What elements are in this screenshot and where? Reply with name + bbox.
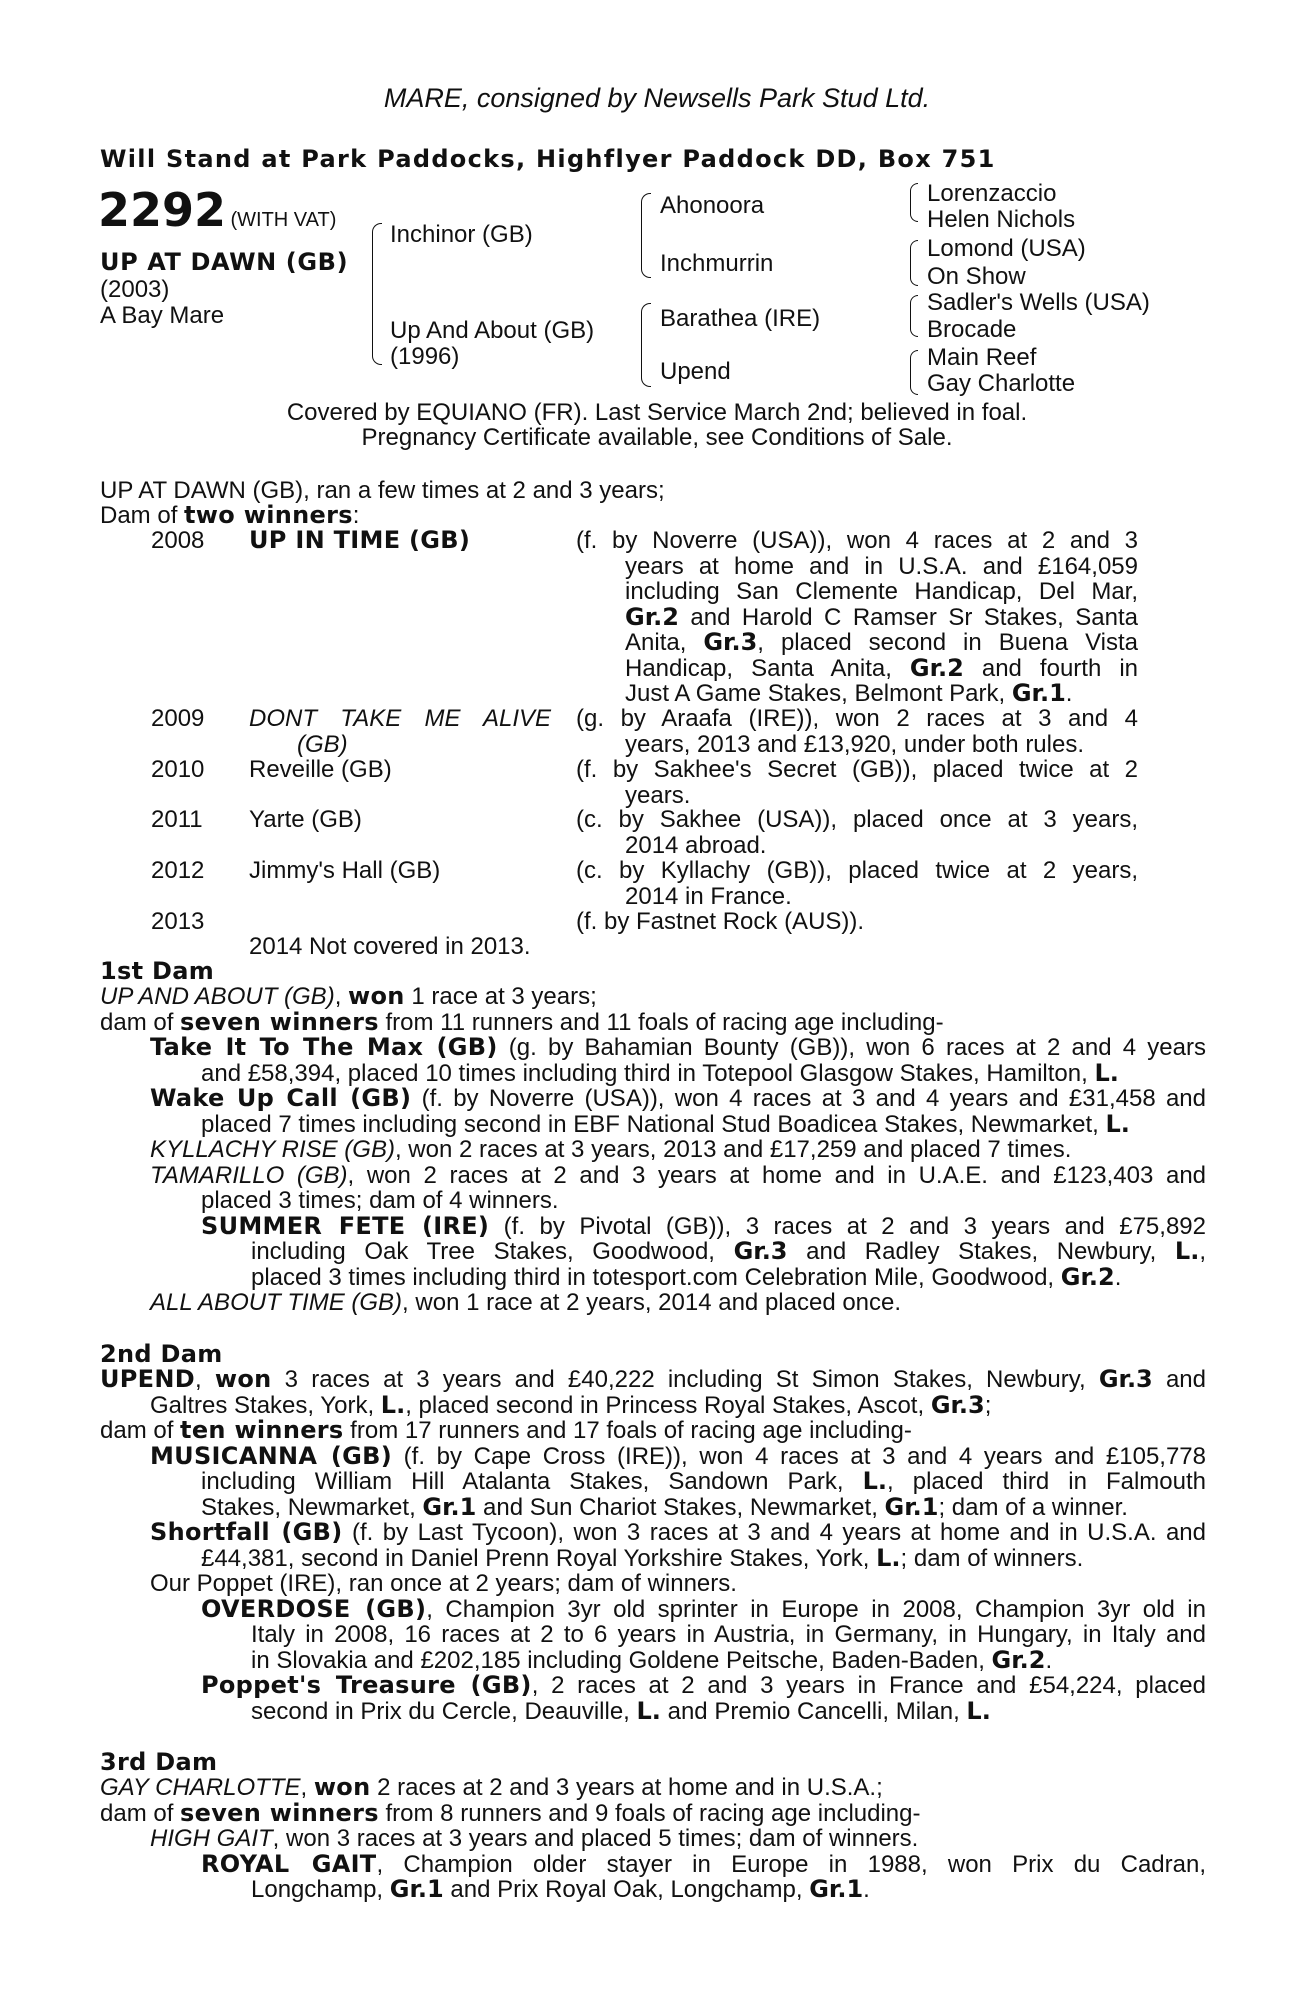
entry-line bbox=[100, 1469, 1206, 1495]
produce-line: 2014 in France. bbox=[625, 882, 792, 910]
text: 2 races at 2 and 3 years at home and in U.S.A.; bbox=[370, 1774, 883, 1801]
entry-line: Italy in 2008, 16 races at 2 to 6 years in Austria, in Germany, in Hungary, in Italy and bbox=[251, 1621, 1206, 1648]
text: , won 1 race at 2 years, 2014 and placed once. bbox=[402, 1289, 902, 1316]
entry-line bbox=[100, 1594, 1206, 1623]
covered-line-1: Covered by EQUIANO (FR). Last Service March 2nd; believed in foal. bbox=[286, 399, 1028, 426]
text: dam of bbox=[100, 1008, 181, 1036]
pedigree-g8: Gay Charlotte bbox=[927, 370, 1076, 397]
lot-number bbox=[98, 183, 336, 237]
first-dam-heading: 1st Dam bbox=[100, 957, 215, 985]
produce-year: 2011 bbox=[151, 806, 203, 833]
pedigree-sire-dam: Inchmurrin bbox=[660, 250, 774, 277]
pedigree-dam-sire: Barathea (IRE) bbox=[660, 305, 821, 332]
produce-details: (f. by Fastnet Rock (AUS)). bbox=[576, 908, 865, 935]
horse-name: UP AT DAWN (GB) bbox=[100, 248, 349, 276]
text: , placed second in Buena Vista bbox=[757, 629, 1138, 656]
pedigree-brace-main bbox=[372, 223, 382, 365]
text: , Champion 3yr old sprinter in Europe in 2008, Champion 3yr old in bbox=[426, 1595, 1206, 1623]
text: , won 3 races at 3 years and placed 5 times; dam of winners. bbox=[272, 1825, 919, 1852]
grade: Gr.1 bbox=[1011, 679, 1066, 707]
pedigree-g6: Brocade bbox=[927, 316, 1017, 343]
pedigree-sire-sire: Ahonoora bbox=[660, 192, 765, 219]
dam-line bbox=[100, 1798, 1206, 1827]
entry-line bbox=[100, 1696, 1206, 1725]
text: and £58,394, placed 10 times including third in Totepool Glasgow Stakes, Hamilton, bbox=[201, 1059, 1095, 1087]
pedigree-brace-g1 bbox=[910, 183, 918, 222]
produce-details bbox=[576, 528, 1138, 707]
produce-line bbox=[576, 653, 1138, 682]
entry-line bbox=[100, 1239, 1206, 1265]
winners-count: seven winners bbox=[180, 1798, 379, 1827]
pedigree-g2: Helen Nichols bbox=[927, 206, 1076, 233]
pedigree-g4: On Show bbox=[927, 263, 1026, 290]
text: (f. by Cape Cross (IRE)), won 4 races at 3 and 4 years and £105,778 bbox=[392, 1442, 1206, 1470]
grade: Gr.3 bbox=[1098, 1365, 1153, 1393]
entry-line bbox=[100, 1826, 1206, 1852]
text: Galtres Stakes, York, bbox=[150, 1391, 381, 1419]
text: in Slovakia and £202,185 including Goldene Peitsche, Baden-Baden, bbox=[251, 1646, 992, 1674]
grade: Gr.2 bbox=[625, 602, 679, 631]
text: placed 3 times including third in totesport.com Celebration Mile, Goodwood, bbox=[251, 1263, 1061, 1291]
entry-line bbox=[100, 1137, 1206, 1163]
grade: L. bbox=[636, 1696, 661, 1725]
grade: Gr.1 bbox=[422, 1492, 477, 1521]
third-dam-heading: 3rd Dam bbox=[100, 1748, 218, 1776]
produce-line: including San Clemente Handicap, Del Mar, bbox=[625, 578, 1138, 605]
lot-vat: (WITH VAT) bbox=[230, 209, 337, 231]
entry-line bbox=[100, 1058, 1206, 1087]
produce-year: 2008 bbox=[151, 527, 205, 554]
lot-number-value: 2292 bbox=[98, 183, 227, 237]
produce-name-line: DONT TAKE ME ALIVE bbox=[249, 705, 551, 732]
entry-line bbox=[100, 1163, 1206, 1189]
grade: L. bbox=[1174, 1237, 1200, 1265]
text: Longchamp, bbox=[251, 1876, 390, 1903]
text: , bbox=[334, 983, 349, 1010]
pedigree-g1: Lorenzaccio bbox=[927, 180, 1057, 207]
grade: Gr.2 bbox=[991, 1645, 1046, 1674]
text: , Champion older stayer in Europe in 1988, won Prix du Cadran, bbox=[376, 1850, 1206, 1878]
produce-line: (f. by Sakhee's Secret (GB)), placed twice at 2 bbox=[576, 756, 1138, 783]
produce-line: (g. by Araafa (IRE)), won 2 races at 3 and 4 bbox=[576, 705, 1138, 732]
produce-name: Jimmy's Hall (GB) bbox=[249, 857, 441, 884]
first-dam-section bbox=[100, 984, 1206, 1316]
entry-line bbox=[100, 1520, 1206, 1546]
text: , placed third in Falmouth bbox=[887, 1468, 1206, 1495]
intro-dam-of: Dam of bbox=[100, 502, 185, 529]
produce-year: 2013 bbox=[151, 908, 205, 935]
dam-name: GAY CHARLOTTE bbox=[100, 1774, 301, 1801]
entry-line bbox=[100, 1109, 1206, 1138]
pedigree-brace-dam bbox=[641, 303, 651, 387]
produce-year: 2009 bbox=[151, 705, 205, 732]
text: Handicap, Santa Anita, bbox=[625, 654, 910, 682]
grade: L. bbox=[1105, 1109, 1130, 1138]
pedigree-dam: Up And About (GB) bbox=[390, 317, 595, 344]
text: and bbox=[1152, 1366, 1206, 1393]
entry-name: SUMMER FETE (IRE) bbox=[201, 1211, 490, 1240]
entry-name: OVERDOSE (GB) bbox=[201, 1594, 427, 1623]
pedigree-dam-dam: Upend bbox=[660, 358, 731, 385]
dam-line bbox=[100, 1418, 1206, 1444]
produce-line: years, 2013 and £13,920, under both rules. bbox=[625, 730, 1084, 758]
produce-name: Reveille (GB) bbox=[249, 756, 392, 783]
entry-name: TAMARILLO (GB) bbox=[150, 1161, 348, 1189]
winners-count: ten winners bbox=[180, 1416, 344, 1444]
text: (f. by Last Tycoon), won 3 races at 3 and 4 years at home and in U.S.A. and bbox=[342, 1519, 1206, 1546]
text: from 8 runners and 9 foals of racing age including- bbox=[378, 1799, 921, 1827]
entry-line bbox=[100, 1645, 1206, 1674]
text: . bbox=[1114, 1263, 1122, 1291]
grade: Gr.1 bbox=[809, 1875, 864, 1903]
pedigree-g3: Lomond (USA) bbox=[927, 235, 1086, 262]
dam-name: UPEND bbox=[100, 1365, 195, 1393]
text: second in Prix du Cercle, Deauville, bbox=[251, 1697, 637, 1725]
produce-line: years. bbox=[625, 781, 691, 809]
text: , bbox=[194, 1366, 215, 1393]
pedigree-sire: Inchinor (GB) bbox=[390, 221, 533, 248]
text: . bbox=[1045, 1646, 1053, 1674]
text: ; dam of a winner. bbox=[938, 1493, 1128, 1521]
entry-name: KYLLACHY RISE (GB) bbox=[150, 1136, 395, 1163]
text: from 17 runners and 17 foals of racing age including- bbox=[343, 1417, 912, 1444]
text: Stakes, Newmarket, bbox=[201, 1493, 423, 1521]
entry-line bbox=[100, 1492, 1206, 1521]
entry-line bbox=[100, 1290, 1206, 1316]
text: including Oak Tree Stakes, Goodwood, bbox=[251, 1238, 734, 1265]
won-label: won bbox=[348, 982, 405, 1010]
text: including William Hill Atalanta Stakes, Sandown Park, bbox=[201, 1468, 863, 1495]
dam-line bbox=[100, 1775, 1206, 1801]
grade: Gr.1 bbox=[884, 1492, 939, 1521]
produce-line: (f. by Noverre (USA)), won 4 races at 2 and 3 bbox=[576, 527, 1138, 554]
won-label: won bbox=[214, 1365, 272, 1393]
third-dam-section bbox=[100, 1775, 1206, 1903]
grade: L. bbox=[966, 1696, 991, 1725]
horse-description: A Bay Mare bbox=[100, 302, 225, 329]
produce-line bbox=[576, 681, 1138, 707]
entry-line bbox=[100, 1035, 1206, 1061]
entry-line bbox=[100, 1543, 1206, 1572]
text: (f. by Pivotal (GB)), 3 races at 2 and 3 years and £75,892 bbox=[489, 1212, 1206, 1240]
text: , bbox=[300, 1774, 314, 1801]
text: . bbox=[1065, 680, 1073, 707]
second-dam-heading: 2nd Dam bbox=[100, 1340, 223, 1368]
entry-name: Shortfall (GB) bbox=[150, 1518, 343, 1546]
pedigree-dam-year: (1996) bbox=[390, 343, 460, 370]
entry-name: ALL ABOUT TIME (GB) bbox=[150, 1289, 403, 1316]
second-dam-section bbox=[100, 1367, 1206, 1724]
produce-name: Yarte (GB) bbox=[249, 806, 362, 833]
entry-name: Take It To The Max (GB) bbox=[150, 1033, 498, 1061]
intro-line-1: UP AT DAWN (GB), ran a few times at 2 and 3 years; bbox=[100, 477, 665, 504]
text: placed 7 times including second in EBF National Stud Boadicea Stakes, Newmarket, bbox=[201, 1110, 1106, 1138]
entry-line bbox=[100, 1849, 1206, 1878]
produce-details bbox=[576, 858, 1138, 909]
entry-line: Our Poppet (IRE), ran once at 2 years; dam of winners. bbox=[150, 1570, 737, 1597]
text: , won 2 races at 3 years, 2013 and £17,259 and placed 7 times. bbox=[394, 1136, 1072, 1163]
page-title: MARE, consigned by Newsells Park Stud Ltd. bbox=[383, 83, 931, 113]
grade: L. bbox=[862, 1467, 888, 1495]
text: , placed second in Princess Royal Stakes, Ascot, bbox=[405, 1391, 931, 1419]
dam-name: UP AND ABOUT (GB) bbox=[100, 983, 335, 1010]
text: , won 2 races at 2 and 3 years at home and in U.A.E. and £123,403 and bbox=[347, 1161, 1207, 1189]
text: , 2 races at 2 and 3 years in France and £54,224, placed bbox=[531, 1672, 1206, 1699]
produce-line bbox=[576, 602, 1138, 631]
entry-name: Wake Up Call (GB) bbox=[150, 1084, 412, 1112]
text: 1 race at 3 years; bbox=[404, 983, 597, 1010]
entry-line bbox=[100, 1086, 1206, 1112]
winners-count: seven winners bbox=[180, 1007, 379, 1036]
text: (g. by Bahamian Bounty (GB)), won 6 races at 2 and 4 years bbox=[497, 1034, 1206, 1061]
grade: L. bbox=[380, 1390, 406, 1419]
location-line: Will Stand at Park Paddocks, Highflyer Paddock DD, Box 751 bbox=[100, 145, 996, 173]
produce-line: years at home and in U.S.A. and £164,059 bbox=[625, 552, 1138, 580]
entry-line bbox=[100, 1188, 1206, 1214]
text: and Prix Royal Oak, Longchamp, bbox=[443, 1876, 810, 1903]
produce-year: 2012 bbox=[151, 857, 205, 884]
text: placed 3 times; dam of 4 winners. bbox=[201, 1187, 559, 1214]
entry-line bbox=[100, 1673, 1206, 1699]
text: from 11 runners and 11 foals of racing age including- bbox=[378, 1008, 944, 1036]
produce-details bbox=[576, 757, 1138, 808]
text: (f. by Noverre (USA)), won 4 races at 3 and 4 years and £31,458 and bbox=[411, 1085, 1206, 1112]
entry-line bbox=[100, 1877, 1206, 1903]
covered-line-2: Pregnancy Certificate available, see Conditions of Sale. bbox=[361, 424, 953, 451]
text: Just A Game Stakes, Belmont Park, bbox=[625, 680, 1012, 707]
text: and Radley Stakes, Newbury, bbox=[787, 1238, 1175, 1265]
entry-name: HIGH GAIT bbox=[150, 1825, 273, 1852]
entry-name: ROYAL GAIT bbox=[201, 1849, 377, 1878]
produce-year: 2010 bbox=[151, 756, 205, 783]
text: . bbox=[863, 1876, 870, 1903]
produce-name bbox=[249, 706, 551, 757]
pedigree-g7: Main Reef bbox=[927, 344, 1037, 371]
intro-line-2 bbox=[100, 503, 359, 529]
dam-line bbox=[100, 1390, 1206, 1419]
grade: Gr.2 bbox=[1060, 1262, 1115, 1291]
grade: L. bbox=[1094, 1058, 1119, 1087]
produce-line: (c. by Sakhee (USA)), placed once at 3 years, bbox=[576, 806, 1138, 833]
dam-line bbox=[100, 1367, 1206, 1393]
dam-line bbox=[100, 1007, 1206, 1036]
produce-details bbox=[576, 706, 1138, 757]
text: ; dam of winners. bbox=[900, 1544, 1084, 1572]
grade: Gr.3 bbox=[733, 1237, 788, 1265]
text: Anita, bbox=[625, 629, 704, 656]
text: ; bbox=[984, 1391, 992, 1419]
text: and fourth in bbox=[963, 654, 1138, 682]
horse-year: (2003) bbox=[100, 276, 170, 303]
pedigree-g5: Sadler's Wells (USA) bbox=[927, 289, 1150, 316]
grade: L. bbox=[876, 1543, 901, 1572]
entry-name: MUSICANNA (GB) bbox=[150, 1441, 393, 1470]
intro-winners: two winners bbox=[184, 501, 353, 529]
grade: Gr.3 bbox=[930, 1390, 985, 1419]
grade: Gr.2 bbox=[909, 653, 964, 682]
won-label: won bbox=[313, 1773, 371, 1801]
produce-line: 2014 abroad. bbox=[625, 831, 767, 859]
entry-line bbox=[100, 1211, 1206, 1240]
text: dam of bbox=[100, 1417, 181, 1444]
pedigree-brace-sire bbox=[641, 193, 651, 278]
text: and Premio Cancelli, Milan, bbox=[660, 1697, 967, 1725]
not-covered-note: 2014 Not covered in 2013. bbox=[249, 933, 531, 960]
pedigree-brace-g2 bbox=[910, 240, 918, 286]
produce-line: (c. by Kyllachy (GB)), placed twice at 2 years, bbox=[576, 857, 1138, 884]
text: £44,381, second in Daniel Prenn Royal Yorkshire Stakes, York, bbox=[201, 1544, 877, 1572]
dam-line bbox=[100, 984, 1206, 1010]
produce-line bbox=[576, 630, 1138, 656]
text: , bbox=[1199, 1238, 1206, 1265]
text: 3 races at 3 years and £40,222 including St Simon Stakes, Newbury, bbox=[271, 1366, 1099, 1393]
entry-line bbox=[100, 1441, 1206, 1470]
text: and Harold C Ramser Sr Stakes, Santa bbox=[678, 603, 1138, 631]
text: dam of bbox=[100, 1799, 181, 1827]
pedigree-brace-g4 bbox=[910, 350, 918, 395]
produce-details bbox=[576, 807, 1138, 858]
produce-name: UP IN TIME (GB) bbox=[249, 526, 471, 554]
entry-line bbox=[100, 1262, 1206, 1291]
entry-name: Poppet's Treasure (GB) bbox=[201, 1671, 532, 1699]
text: and Sun Chariot Stakes, Newmarket, bbox=[476, 1493, 885, 1521]
pedigree-brace-g3 bbox=[910, 295, 918, 337]
produce-name-line: (GB) bbox=[297, 730, 348, 758]
grade: Gr.3 bbox=[703, 628, 758, 656]
grade: Gr.1 bbox=[389, 1875, 444, 1903]
intro-colon: : bbox=[352, 502, 360, 529]
